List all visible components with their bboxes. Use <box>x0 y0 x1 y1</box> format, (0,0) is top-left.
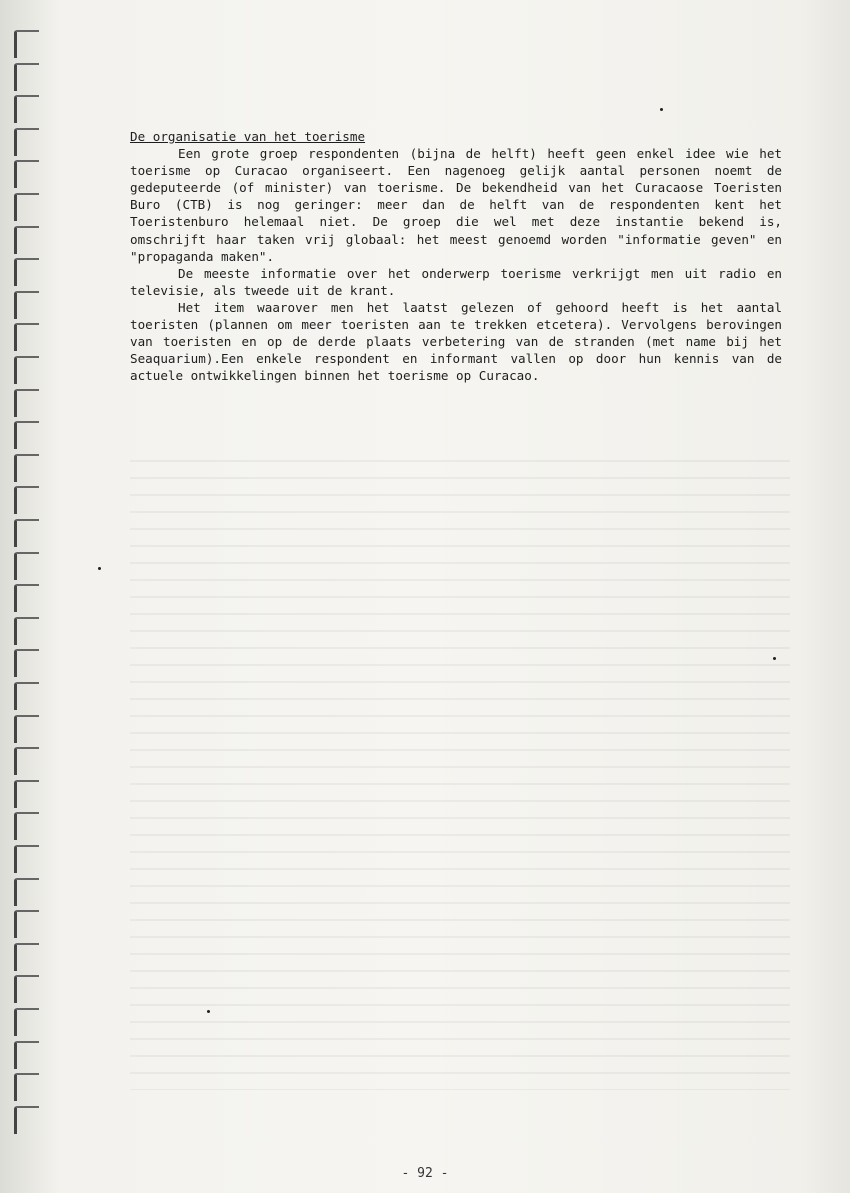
binding-ring <box>14 160 39 188</box>
binding-ring <box>14 323 39 351</box>
binding-ring <box>14 421 39 449</box>
binding-ring <box>14 30 39 58</box>
binding-ring <box>14 1073 39 1101</box>
binding-ring <box>14 682 39 710</box>
binding-ring <box>14 356 39 384</box>
binding-ring <box>14 975 39 1003</box>
binding-ring <box>14 584 39 612</box>
binding-ring <box>14 812 39 840</box>
binding-ring <box>14 910 39 938</box>
binding-ring <box>14 258 39 286</box>
binding-ring <box>14 878 39 906</box>
binding-ring <box>14 552 39 580</box>
binding-ring <box>14 747 39 775</box>
speck <box>773 657 776 660</box>
speck <box>660 108 663 111</box>
binding-ring <box>14 617 39 645</box>
paragraph: Een grote groep respondenten (bijna de helft) heeft geen enkel idee wie het toerisme op Curacao organiseert. Een nagenoeg gelijk aantal personen noemt de gedeputeerde (of minister) van toerisme. De bekendheid van het Curacaose Toeristen Buro (CTB) is nog geringer: meer dan de helft van de respondenten kent het Toeristenburo helemaal niet. De groep die wel met deze instantie bekend is, omschrijft haar taken vrij globaal: het meest genoemd worden "informatie geven" en "propaganda maken". <box>130 146 782 264</box>
binding-ring <box>14 193 39 221</box>
binding-ring <box>14 1008 39 1036</box>
binding-ring <box>14 95 39 123</box>
binding-ring <box>14 715 39 743</box>
binding-ring <box>14 389 39 417</box>
binding-ring <box>14 1041 39 1069</box>
binding-ring <box>14 128 39 156</box>
binding-ring <box>14 943 39 971</box>
paragraph: De meeste informatie over het onderwerp toerisme verkrijgt men uit radio en televisie, als tweede uit de krant. <box>130 265 782 298</box>
speck <box>98 567 101 570</box>
binding-ring <box>14 486 39 514</box>
document-body <box>130 128 782 384</box>
section-heading: De organisatie van het toerisme <box>130 129 366 144</box>
binding-ring <box>14 454 39 482</box>
binding-ring <box>14 291 39 319</box>
binding-ring <box>14 519 39 547</box>
binding-ring <box>14 649 39 677</box>
binding-ring <box>14 1106 39 1134</box>
binding-ring <box>14 780 39 808</box>
page-number: - 92 - <box>401 1166 449 1181</box>
binding-ring <box>14 63 39 91</box>
spiral-binding <box>14 30 44 1160</box>
binding-ring <box>14 845 39 873</box>
show-through-text <box>130 450 790 1090</box>
paragraph: Het item waarover men het laatst gelezen of gehoord heeft is het aantal toeristen (plannen om meer toeristen aan te trekken etcetera). Vervolgens berovingen van toeristen en op de derde plaats verbetering van de stranden (met name bij het Seaquarium).Een enkele respondent en informant vallen op door hun kennis van de actuele ontwikkelingen binnen het toerisme op Curacao. <box>130 299 782 384</box>
binding-ring <box>14 226 39 254</box>
speck <box>207 1010 210 1013</box>
